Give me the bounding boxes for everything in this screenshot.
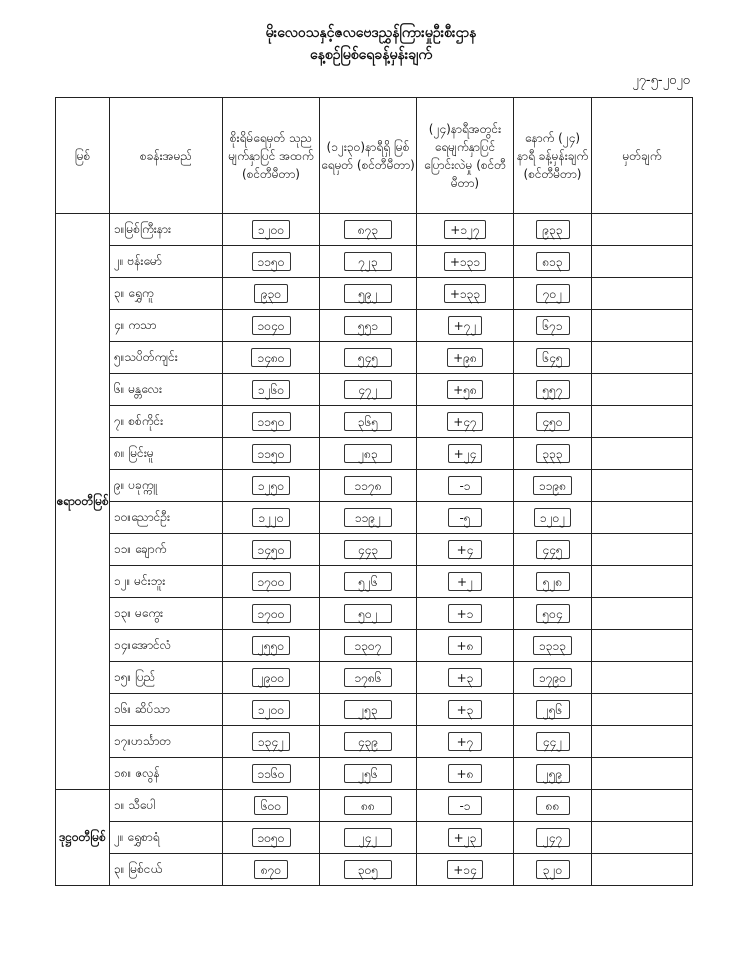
- remark-cell: [592, 374, 693, 406]
- forecast-value: ၆၇၁: [536, 316, 570, 335]
- current-level-value-cell: [320, 534, 417, 566]
- current-level-value: ၁၇၈၆: [344, 668, 392, 687]
- level-change-value: +၂၄: [448, 444, 483, 463]
- danger-level-value-cell: [223, 662, 320, 694]
- danger-level-value-cell: [223, 246, 320, 278]
- current-level-value: ၄၄၃: [344, 540, 392, 559]
- danger-level-value: ၁၀၄၀: [252, 316, 291, 335]
- table-row: [56, 406, 693, 438]
- current-level-value: ၂၅၆: [344, 764, 392, 783]
- level-change-value-cell: [417, 726, 514, 758]
- danger-level-value-cell: [223, 214, 320, 246]
- forecast-value-cell: [514, 662, 592, 694]
- level-change-value-cell: [417, 246, 514, 278]
- forecast-value: ၁၁၉၈: [533, 476, 572, 495]
- report-title: နေ့စဉ်မြစ်ရေခန့်မှန်းချက်: [309, 47, 433, 63]
- remark-cell: [592, 630, 693, 662]
- current-level-value-cell: [320, 758, 417, 790]
- level-change-value-cell: [417, 662, 514, 694]
- station-name: ၁၅။ ပြည်: [110, 662, 223, 694]
- current-level-value-cell: [320, 598, 417, 630]
- forecast-value-cell: [514, 278, 592, 310]
- station-name: ၁၂။ မင်းဘူး: [110, 566, 223, 598]
- forecast-value-cell: [514, 854, 592, 886]
- table-row: [56, 758, 693, 790]
- remark-cell: [592, 278, 693, 310]
- danger-level-value: ၁၁၆၀: [252, 764, 291, 783]
- danger-level-value-cell: [223, 854, 320, 886]
- forecast-value: ၁၂၀၂: [534, 508, 571, 527]
- level-change-value-cell: [417, 790, 514, 822]
- station-name: ၄။ ကသာ: [110, 310, 223, 342]
- danger-level-value: ၁၂၀၀: [252, 220, 290, 239]
- table-row: [56, 470, 693, 502]
- current-level-value-cell: [320, 214, 417, 246]
- table-row: [56, 310, 693, 342]
- table-body: [56, 214, 693, 886]
- level-change-value-cell: [417, 342, 514, 374]
- remark-cell: [592, 822, 693, 854]
- station-name: ၁၁။ ချောက်: [110, 534, 223, 566]
- station-name: ၆။ မန္တလေး: [110, 374, 223, 406]
- forecast-value: ၂၄၇: [536, 828, 570, 847]
- forecast-value: ၆၄၅: [536, 348, 570, 367]
- current-level-value-cell: [320, 310, 417, 342]
- forecast-value: ၄၅၀: [536, 412, 570, 431]
- danger-level-value: ၁၄၅၀: [252, 540, 291, 559]
- current-level-value-cell: [320, 342, 417, 374]
- level-change-value-cell: [417, 502, 514, 534]
- forecast-value: ၈၈: [536, 796, 570, 815]
- remark-cell: [592, 470, 693, 502]
- remark-cell: [592, 214, 693, 246]
- header-danger-level: စိုးရိမ်ရေမှတ် သုညမျက်နှာပြင် အထက် (စင်တီမီတာ): [223, 98, 320, 214]
- current-level-value-cell: [320, 566, 417, 598]
- remark-cell: [592, 854, 693, 886]
- forecast-value: ၉၃၃: [536, 220, 570, 239]
- level-change-value: +၂၃: [448, 828, 483, 847]
- station-name: ၈။ မြင်းမူ: [110, 438, 223, 470]
- current-level-value-cell: [320, 438, 417, 470]
- table-row: [56, 502, 693, 534]
- danger-level-value-cell: [223, 822, 320, 854]
- level-change-value-cell: [417, 310, 514, 342]
- level-change-value-cell: [417, 854, 514, 886]
- level-change-value-cell: [417, 278, 514, 310]
- current-level-value: ၄၇၂: [344, 380, 392, 399]
- danger-level-value-cell: [223, 406, 320, 438]
- level-change-value-cell: [417, 470, 514, 502]
- header-river: မြစ်: [56, 98, 110, 214]
- danger-level-value-cell: [223, 566, 320, 598]
- danger-level-value-cell: [223, 758, 320, 790]
- report-date: ၂၇-၅-၂၀၂၀: [632, 73, 690, 88]
- danger-level-value-cell: [223, 342, 320, 374]
- danger-level-value: ၁၄၈၀: [251, 348, 290, 367]
- remark-cell: [592, 790, 693, 822]
- forecast-value: ၅၀၄: [536, 604, 570, 623]
- current-level-value: ၄၃၉: [344, 732, 392, 751]
- danger-level-value-cell: [223, 438, 320, 470]
- table-row: [56, 822, 693, 854]
- danger-level-value-cell: [223, 470, 320, 502]
- level-change-value: +၁၃၃: [444, 284, 486, 303]
- danger-level-value: ၁၁၅၀: [252, 252, 291, 271]
- current-level-value: ၅၀၂: [344, 604, 392, 623]
- current-level-value-cell: [320, 694, 417, 726]
- forecast-value: ၅၂၈: [536, 572, 570, 591]
- danger-level-value-cell: [223, 310, 320, 342]
- header-remarks: မှတ်ချက်: [592, 98, 693, 214]
- forecast-value-cell: [514, 406, 592, 438]
- current-level-value-cell: [320, 630, 417, 662]
- current-level-value: ၂၅၃: [344, 700, 392, 719]
- forecast-value-cell: [514, 822, 592, 854]
- forecast-value-cell: [514, 758, 592, 790]
- danger-level-value: ၁၁၅၀: [252, 412, 291, 431]
- level-change-value: -၁: [448, 796, 482, 815]
- level-change-value-cell: [417, 758, 514, 790]
- current-level-value: ၁၃၀၇: [344, 636, 392, 655]
- forecast-value: ၇၀၂: [536, 284, 570, 303]
- remark-cell: [592, 566, 693, 598]
- table-row: [56, 598, 693, 630]
- table-row: [56, 630, 693, 662]
- forecast-value-cell: [514, 214, 592, 246]
- current-level-value: ၂၄၂: [344, 828, 392, 847]
- agency-title: မိုးလေဝသနှင့်ဇလဗေဒညွှန်ကြားမှုဦးစီးဌာန: [265, 25, 477, 41]
- danger-level-value: ၁၂၀၀: [252, 700, 290, 719]
- danger-level-value: ၁၀၅၀: [252, 828, 291, 847]
- current-level-value-cell: [320, 822, 417, 854]
- current-level-value-cell: [320, 790, 417, 822]
- remark-cell: [592, 758, 693, 790]
- remark-cell: [592, 598, 693, 630]
- forecast-value: ၁၇၉၀: [533, 668, 572, 687]
- current-level-value-cell: [320, 406, 417, 438]
- level-change-value: +၃: [448, 668, 482, 687]
- remark-cell: [592, 406, 693, 438]
- level-change-value-cell: [417, 630, 514, 662]
- forecast-value-cell: [514, 726, 592, 758]
- table-row: [56, 278, 693, 310]
- table-row: [56, 694, 693, 726]
- danger-level-value: ၆၀၀: [254, 796, 288, 815]
- current-level-value: ၁၁၉၂: [344, 508, 392, 527]
- current-level-value: ၅၂၆: [344, 572, 392, 591]
- forecast-value: ၄၄၅: [536, 540, 570, 559]
- station-name: ၁၃။ မကွေး: [110, 598, 223, 630]
- current-level-value-cell: [320, 726, 417, 758]
- remark-cell: [592, 342, 693, 374]
- forecast-value: ၅၅၇: [536, 380, 570, 399]
- level-change-value: +၅၈: [447, 380, 483, 399]
- level-change-value: +၁၄: [447, 860, 483, 879]
- danger-level-value-cell: [223, 790, 320, 822]
- river-name: ဒုဋ္ဌဝတီမြစ်: [56, 790, 110, 886]
- forecast-value-cell: [514, 630, 592, 662]
- level-change-value-cell: [417, 214, 514, 246]
- header-24h-change: (၂၄)နာရီအတွင်း ရေမျက်နှာပြင် ပြောင်းလဲမှု (စင်တီမီတာ): [417, 98, 514, 214]
- river-level-table: [55, 97, 693, 886]
- forecast-value-cell: [514, 694, 592, 726]
- forecast-value-cell: [514, 502, 592, 534]
- current-level-value-cell: [320, 662, 417, 694]
- table-row: [56, 438, 693, 470]
- remark-cell: [592, 534, 693, 566]
- danger-level-value-cell: [223, 502, 320, 534]
- level-change-value: -၅: [448, 508, 482, 527]
- level-change-value: +၄၇: [447, 412, 483, 431]
- table-row: [56, 726, 693, 758]
- current-level-value: ၃၆၅: [344, 412, 392, 431]
- danger-level-value: ၉၃၀: [254, 284, 288, 303]
- level-change-value: +၈: [448, 636, 482, 655]
- header-current-level: (၁၂း၃၀)နာရီရှိ မြစ်ရေမှတ် (စင်တီမီတာ): [320, 98, 417, 214]
- station-name: ၃။ မြစ်ငယ်: [110, 854, 223, 886]
- danger-level-value-cell: [223, 630, 320, 662]
- station-name: ၁၈။ ဇလွန်: [110, 758, 223, 790]
- forecast-value-cell: [514, 438, 592, 470]
- danger-level-value: ၁၇၀၀: [252, 572, 291, 591]
- level-change-value: +၃: [448, 700, 482, 719]
- remark-cell: [592, 310, 693, 342]
- current-level-value-cell: [320, 278, 417, 310]
- danger-level-value-cell: [223, 278, 320, 310]
- forecast-value: ၂၅၆: [536, 700, 570, 719]
- remark-cell: [592, 662, 693, 694]
- station-name: ၅။သပိတ်ကျင်း: [110, 342, 223, 374]
- forecast-value-cell: [514, 566, 592, 598]
- current-level-value: ၃၀၅: [344, 860, 392, 879]
- danger-level-value: ၈၇၀: [254, 860, 288, 879]
- table-row: [56, 534, 693, 566]
- level-change-value-cell: [417, 694, 514, 726]
- level-change-value-cell: [417, 374, 514, 406]
- station-name: ၁၀။ညောင်ဦး: [110, 502, 223, 534]
- table-row: [56, 662, 693, 694]
- station-name: ၃။ ရွှေကူ: [110, 278, 223, 310]
- current-level-value: ၅၅၁: [344, 316, 392, 335]
- station-name: ၇။ စစ်ကိုင်း: [110, 406, 223, 438]
- station-name: ၁၇။ဟင်္သာတ: [110, 726, 223, 758]
- current-level-value: ၅၄၅: [344, 348, 392, 367]
- river-name: ဧရာဝတီမြစ်: [56, 214, 110, 790]
- current-level-value-cell: [320, 246, 417, 278]
- danger-level-value-cell: [223, 694, 320, 726]
- forecast-value: ၈၁၃: [536, 252, 570, 271]
- level-change-value: +၈: [448, 764, 482, 783]
- table-row: [56, 566, 693, 598]
- forecast-value: ၃၃၃: [536, 444, 570, 463]
- danger-level-value: ၁၁၅၀: [252, 444, 291, 463]
- table-row: [56, 214, 693, 246]
- forecast-value-cell: [514, 374, 592, 406]
- current-level-value: ၅၉၂: [344, 284, 392, 303]
- station-name: ၂။ ဗန်းမော်: [110, 246, 223, 278]
- danger-level-value: ၁၂၂၀: [252, 508, 289, 527]
- current-level-value: ၈၇၃: [344, 220, 392, 239]
- station-name: ၁၄။အောင်လံ: [110, 630, 223, 662]
- table-row: [56, 854, 693, 886]
- level-change-value: +၁၂၇: [444, 220, 485, 239]
- current-level-value-cell: [320, 854, 417, 886]
- station-name: ၂။ ရွှေစာရံ: [110, 822, 223, 854]
- remark-cell: [592, 726, 693, 758]
- level-change-value: +၁၃၁: [444, 252, 486, 271]
- level-change-value-cell: [417, 598, 514, 630]
- forecast-value-cell: [514, 310, 592, 342]
- danger-level-value: ၁၇၀၀: [252, 604, 291, 623]
- danger-level-value: ၁၃၄၂: [252, 732, 290, 751]
- table-row: [56, 246, 693, 278]
- current-level-value-cell: [320, 374, 417, 406]
- danger-level-value: ၂၉၀၀: [252, 668, 290, 687]
- remark-cell: [592, 502, 693, 534]
- current-level-value: ၁၁၇၈: [344, 476, 392, 495]
- level-change-value-cell: [417, 534, 514, 566]
- danger-level-value: ၁၂၆၀: [252, 380, 290, 399]
- level-change-value: -၁: [448, 476, 482, 495]
- forecast-value-cell: [514, 790, 592, 822]
- danger-level-value-cell: [223, 534, 320, 566]
- level-change-value: +၂: [448, 572, 482, 591]
- danger-level-value-cell: [223, 726, 320, 758]
- forecast-value: ၂၅၉: [536, 764, 570, 783]
- level-change-value-cell: [417, 406, 514, 438]
- station-name: ၁။မြစ်ကြီးနား: [110, 214, 223, 246]
- forecast-value: ၃၂၀: [536, 860, 570, 879]
- header-station: စခန်းအမည်: [110, 98, 223, 214]
- level-change-value: +၄: [448, 540, 482, 559]
- forecast-value-cell: [514, 598, 592, 630]
- danger-level-value-cell: [223, 374, 320, 406]
- station-name: ၉။ ပခုက္ကူ: [110, 470, 223, 502]
- level-change-value: +၇၂: [448, 316, 483, 335]
- current-level-value: ၈၈: [344, 796, 392, 815]
- station-name: ၁။ သီပေါ: [110, 790, 223, 822]
- station-name: ၁၆။ ဆိပ်သာ: [110, 694, 223, 726]
- forecast-value-cell: [514, 246, 592, 278]
- table-row: [56, 790, 693, 822]
- remark-cell: [592, 694, 693, 726]
- header-forecast: နောက် (၂၄) နာရီ ခန့်မှန်းချက် (စင်တီမီတာ): [514, 98, 592, 214]
- current-level-value: ၂၈၃: [344, 444, 392, 463]
- level-change-value-cell: [417, 566, 514, 598]
- table-header-row: [56, 98, 693, 214]
- forecast-value-cell: [514, 534, 592, 566]
- level-change-value: +၇: [448, 732, 482, 751]
- remark-cell: [592, 246, 693, 278]
- level-change-value: +၉၈: [447, 348, 483, 367]
- current-level-value-cell: [320, 470, 417, 502]
- level-change-value-cell: [417, 438, 514, 470]
- table-row: [56, 342, 693, 374]
- level-change-value-cell: [417, 822, 514, 854]
- forecast-value: ၁၃၁၃: [533, 636, 572, 655]
- forecast-value-cell: [514, 342, 592, 374]
- remark-cell: [592, 438, 693, 470]
- current-level-value-cell: [320, 502, 417, 534]
- forecast-value-cell: [514, 470, 592, 502]
- forecast-value: ၄၄၂: [536, 732, 570, 751]
- level-change-value: +၁: [448, 604, 482, 623]
- current-level-value: ၇၂၃: [344, 252, 392, 271]
- table-row: [56, 374, 693, 406]
- danger-level-value: ၁၂၅၀: [252, 476, 290, 495]
- danger-level-value: ၂၅၅၀: [252, 636, 290, 655]
- danger-level-value-cell: [223, 598, 320, 630]
